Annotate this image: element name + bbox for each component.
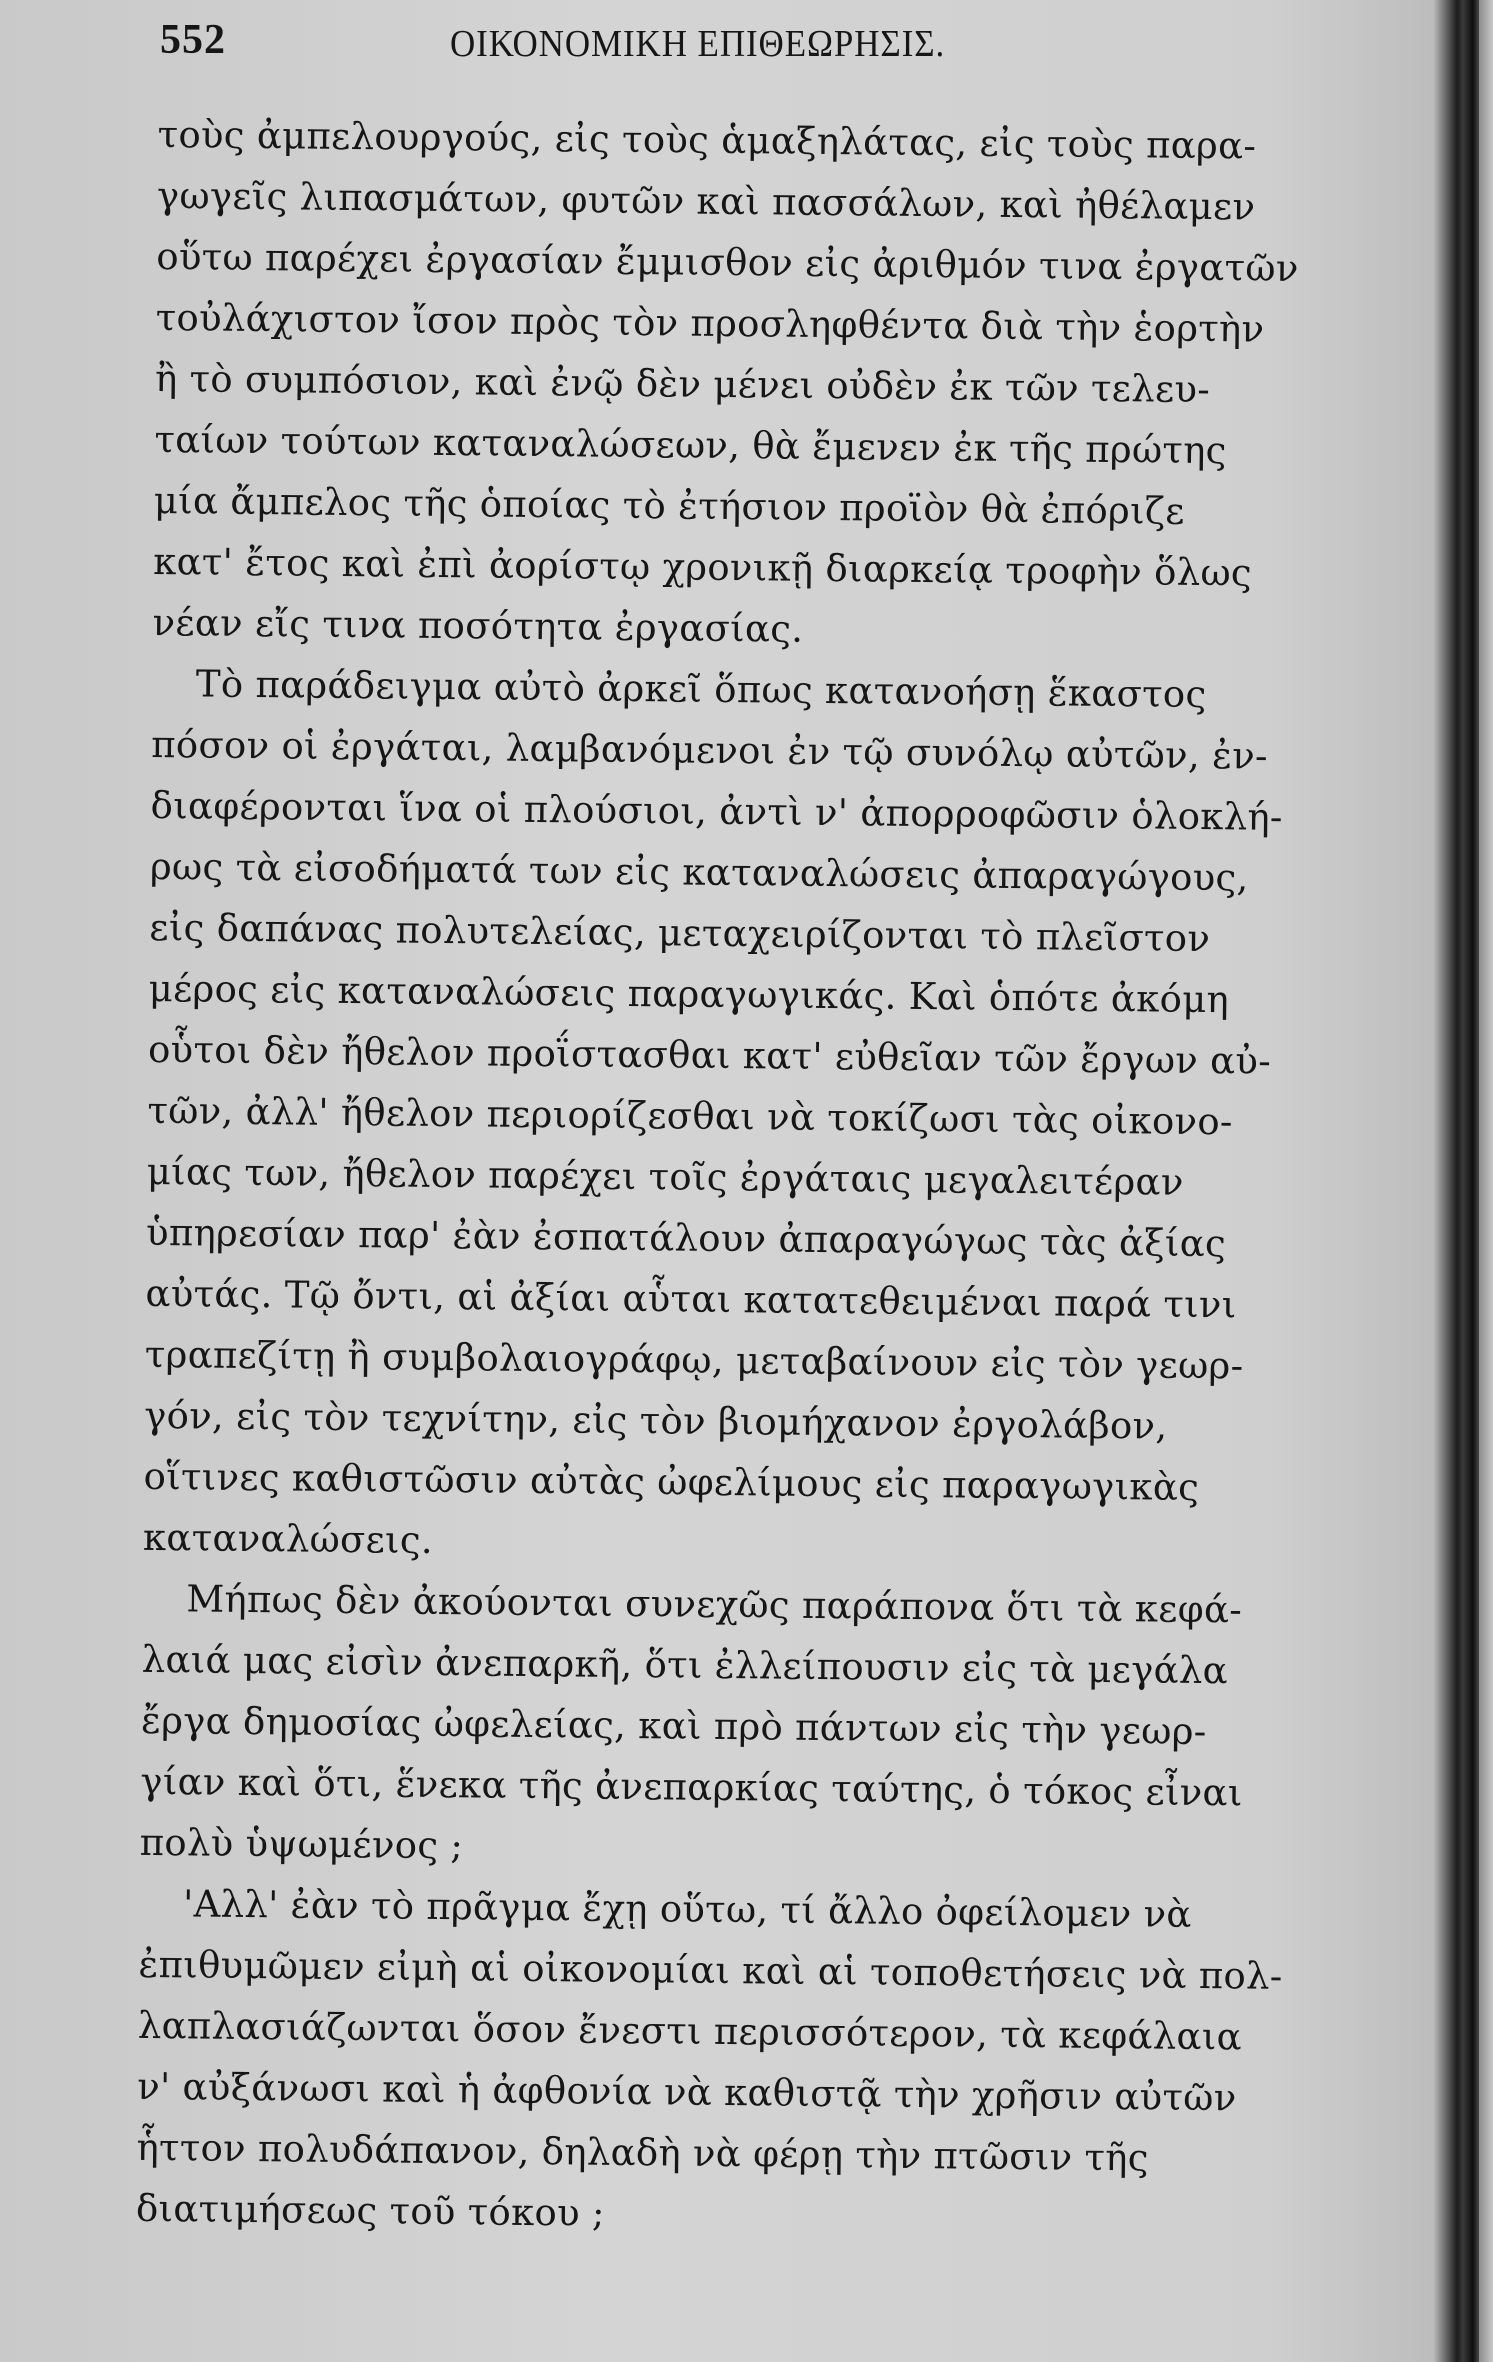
running-head: ΟΙΚΟΝΟΜΙΚΗ ΕΠΙΘΕΩΡΗΣΙΣ.	[450, 23, 946, 65]
paragraph-start-line: 'Αλλ' ἐὰν τὸ πρᾶγμα ἔχῃ οὕτω, τί ἄλλο ὀφείλομεν νὰ	[182, 1882, 1192, 1936]
text-line: ν' αὐξάνωσι καὶ ἡ ἀφθονία νὰ καθιστᾷ τὴν χρῆσιν αὐτῶν	[137, 2064, 1237, 2120]
text-line: πολὺ ὑψωμένος ;	[139, 1820, 464, 1868]
page-number: 552	[160, 17, 226, 63]
text-line: λαπλασιάζωνται ὅσον ἔνεστι περισσότερον, τὰ κεφάλαια	[137, 2003, 1243, 2059]
text-line: ἢ τὸ συμπόσιον, καὶ ἐνῷ δὲν μένει οὐδὲν ἐκ τῶν τελευ-	[154, 356, 1211, 412]
text-line: γωγεῖς λιπασμάτων, φυτῶν καὶ πασσάλων, καὶ ἠθέλαμεν	[156, 173, 1256, 229]
text-line: τῶν, ἀλλ' ἤθελον περιορίζεσθαι νὰ τοκίζωσι τὰς οἰκονο-	[147, 1088, 1233, 1144]
text-line: νέαν εἴς τινα ποσότητα ἐργασίας.	[152, 600, 804, 651]
text-line: ταίων τούτων καταναλώσεων, θὰ ἔμενεν ἐκ τῆς πρώτης	[154, 417, 1227, 473]
page-header	[160, 16, 1320, 76]
paragraph-start-line: Μήπως δὲν ἀκούονται συνεχῶς παράπονα ὅτι τὰ κεφά-	[186, 1577, 1243, 1632]
text-line: γίαν καὶ ὅτι, ἕνεκα τῆς ἀνεπαρκίας ταύτης, ὁ τόκος εἶναι	[140, 1759, 1243, 1815]
text-line: καταναλώσεις.	[142, 1515, 434, 1562]
text-line: αὐτάς. Τῷ ὄντι, αἱ ἀξίαι αὗται κατατεθειμέναι παρά τινι	[145, 1271, 1237, 1327]
text-line: γόν, εἰς τὸν τεχνίτην, εἰς τὸν βιομήχανον ἐργολάβον,	[144, 1393, 1168, 1448]
text-line: ἐπιθυμῶμεν εἰμὴ αἱ οἰκονομίαι καὶ αἱ τοποθετήσεις νὰ πολ-	[138, 1942, 1283, 1998]
text-line: ἔργα δημοσίας ὠφελείας, καὶ πρὸ πάντων εἰς τὴν γεωρ-	[140, 1698, 1207, 1754]
body-text	[135, 104, 1299, 2251]
text-line: λαιά μας εἰσὶν ἀνεπαρκῆ, ὅτι ἐλλείπουσιν εἰς τὰ μεγάλα	[141, 1637, 1229, 1693]
text-line: κατ' ἔτος καὶ ἐπὶ ἀορίστῳ χρονικῇ διαρκείᾳ τροφὴν ὅλως	[152, 539, 1253, 595]
text-line: μία ἄμπελος τῆς ὁποίας τὸ ἐτήσιον προϊὸν θὰ ἐπόριζε	[153, 478, 1185, 533]
text-line: διαφέρονται ἵνα οἱ πλούσιοι, ἀντὶ ν' ἀπορροφῶσιν ὁλοκλή-	[150, 783, 1283, 839]
text-line: τραπεζίτῃ ἢ συμβολαιογράφῳ, μεταβαίνουν εἰς τὸν γεωρ-	[144, 1332, 1244, 1388]
text-line: οὕτω παρέχει ἐργασίαν ἔμμισθον εἰς ἀριθμόν τινα ἐργατῶν	[156, 234, 1299, 290]
text-line: εἰς δαπάνας πολυτελείας, μεταχειρίζονται τὸ πλεῖστον	[149, 905, 1211, 961]
paragraph-start-line: Τὸ παράδειγμα αὐτὸ ἀρκεῖ ὅπως κατανοήσῃ ἕκαστος	[195, 662, 1207, 717]
text-line: πόσον οἱ ἐργάται, λαμβανόμενοι ἐν τῷ συνόλῳ αὐτῶν, ἐν-	[151, 722, 1269, 778]
text-line: τοὐλάχιστον ἴσον πρὸς τὸν προσληφθέντα διὰ τὴν ἑορτὴν	[155, 295, 1265, 351]
text-line: ρως τὰ εἰσοδήματά των εἰς καταναλώσεις ἀπαραγώγους,	[149, 844, 1249, 900]
text-line: μίας των, ἤθελον παρέχει τοῖς ἐργάταις μεγαλειτέραν	[146, 1149, 1184, 1204]
text-line: ὑπηρεσίαν παρ' ἐὰν ἐσπατάλουν ἀπαραγώγως τὰς ἀξίας	[145, 1210, 1227, 1266]
text-line: ἧττον πολυδάπανον, δηλαδὴ νὰ φέρῃ τὴν πτῶσιν τῆς	[136, 2125, 1150, 2180]
text-line: οἵτινες καθιστῶσιν αὐτὰς ὠφελίμους εἰς παραγωγικὰς	[143, 1454, 1200, 1509]
text-line: διατιμήσεως τοῦ τόκου ;	[135, 2186, 605, 2235]
text-line: τοὺς ἀμπελουργούς, εἰς τοὺς ἁμαξηλάτας, εἰς τοὺς παρα-	[157, 112, 1257, 168]
text-line: οὗτοι δὲν ἤθελον προΐστασθαι κατ' εὐθεῖαν τῶν ἔργων αὐ-	[147, 1027, 1272, 1083]
text-line: μέρος εἰς καταναλώσεις παραγωγικάς. Καὶ ὁπότε ἀκόμη	[148, 966, 1230, 1022]
binding-shadow	[1463, 0, 1479, 2362]
